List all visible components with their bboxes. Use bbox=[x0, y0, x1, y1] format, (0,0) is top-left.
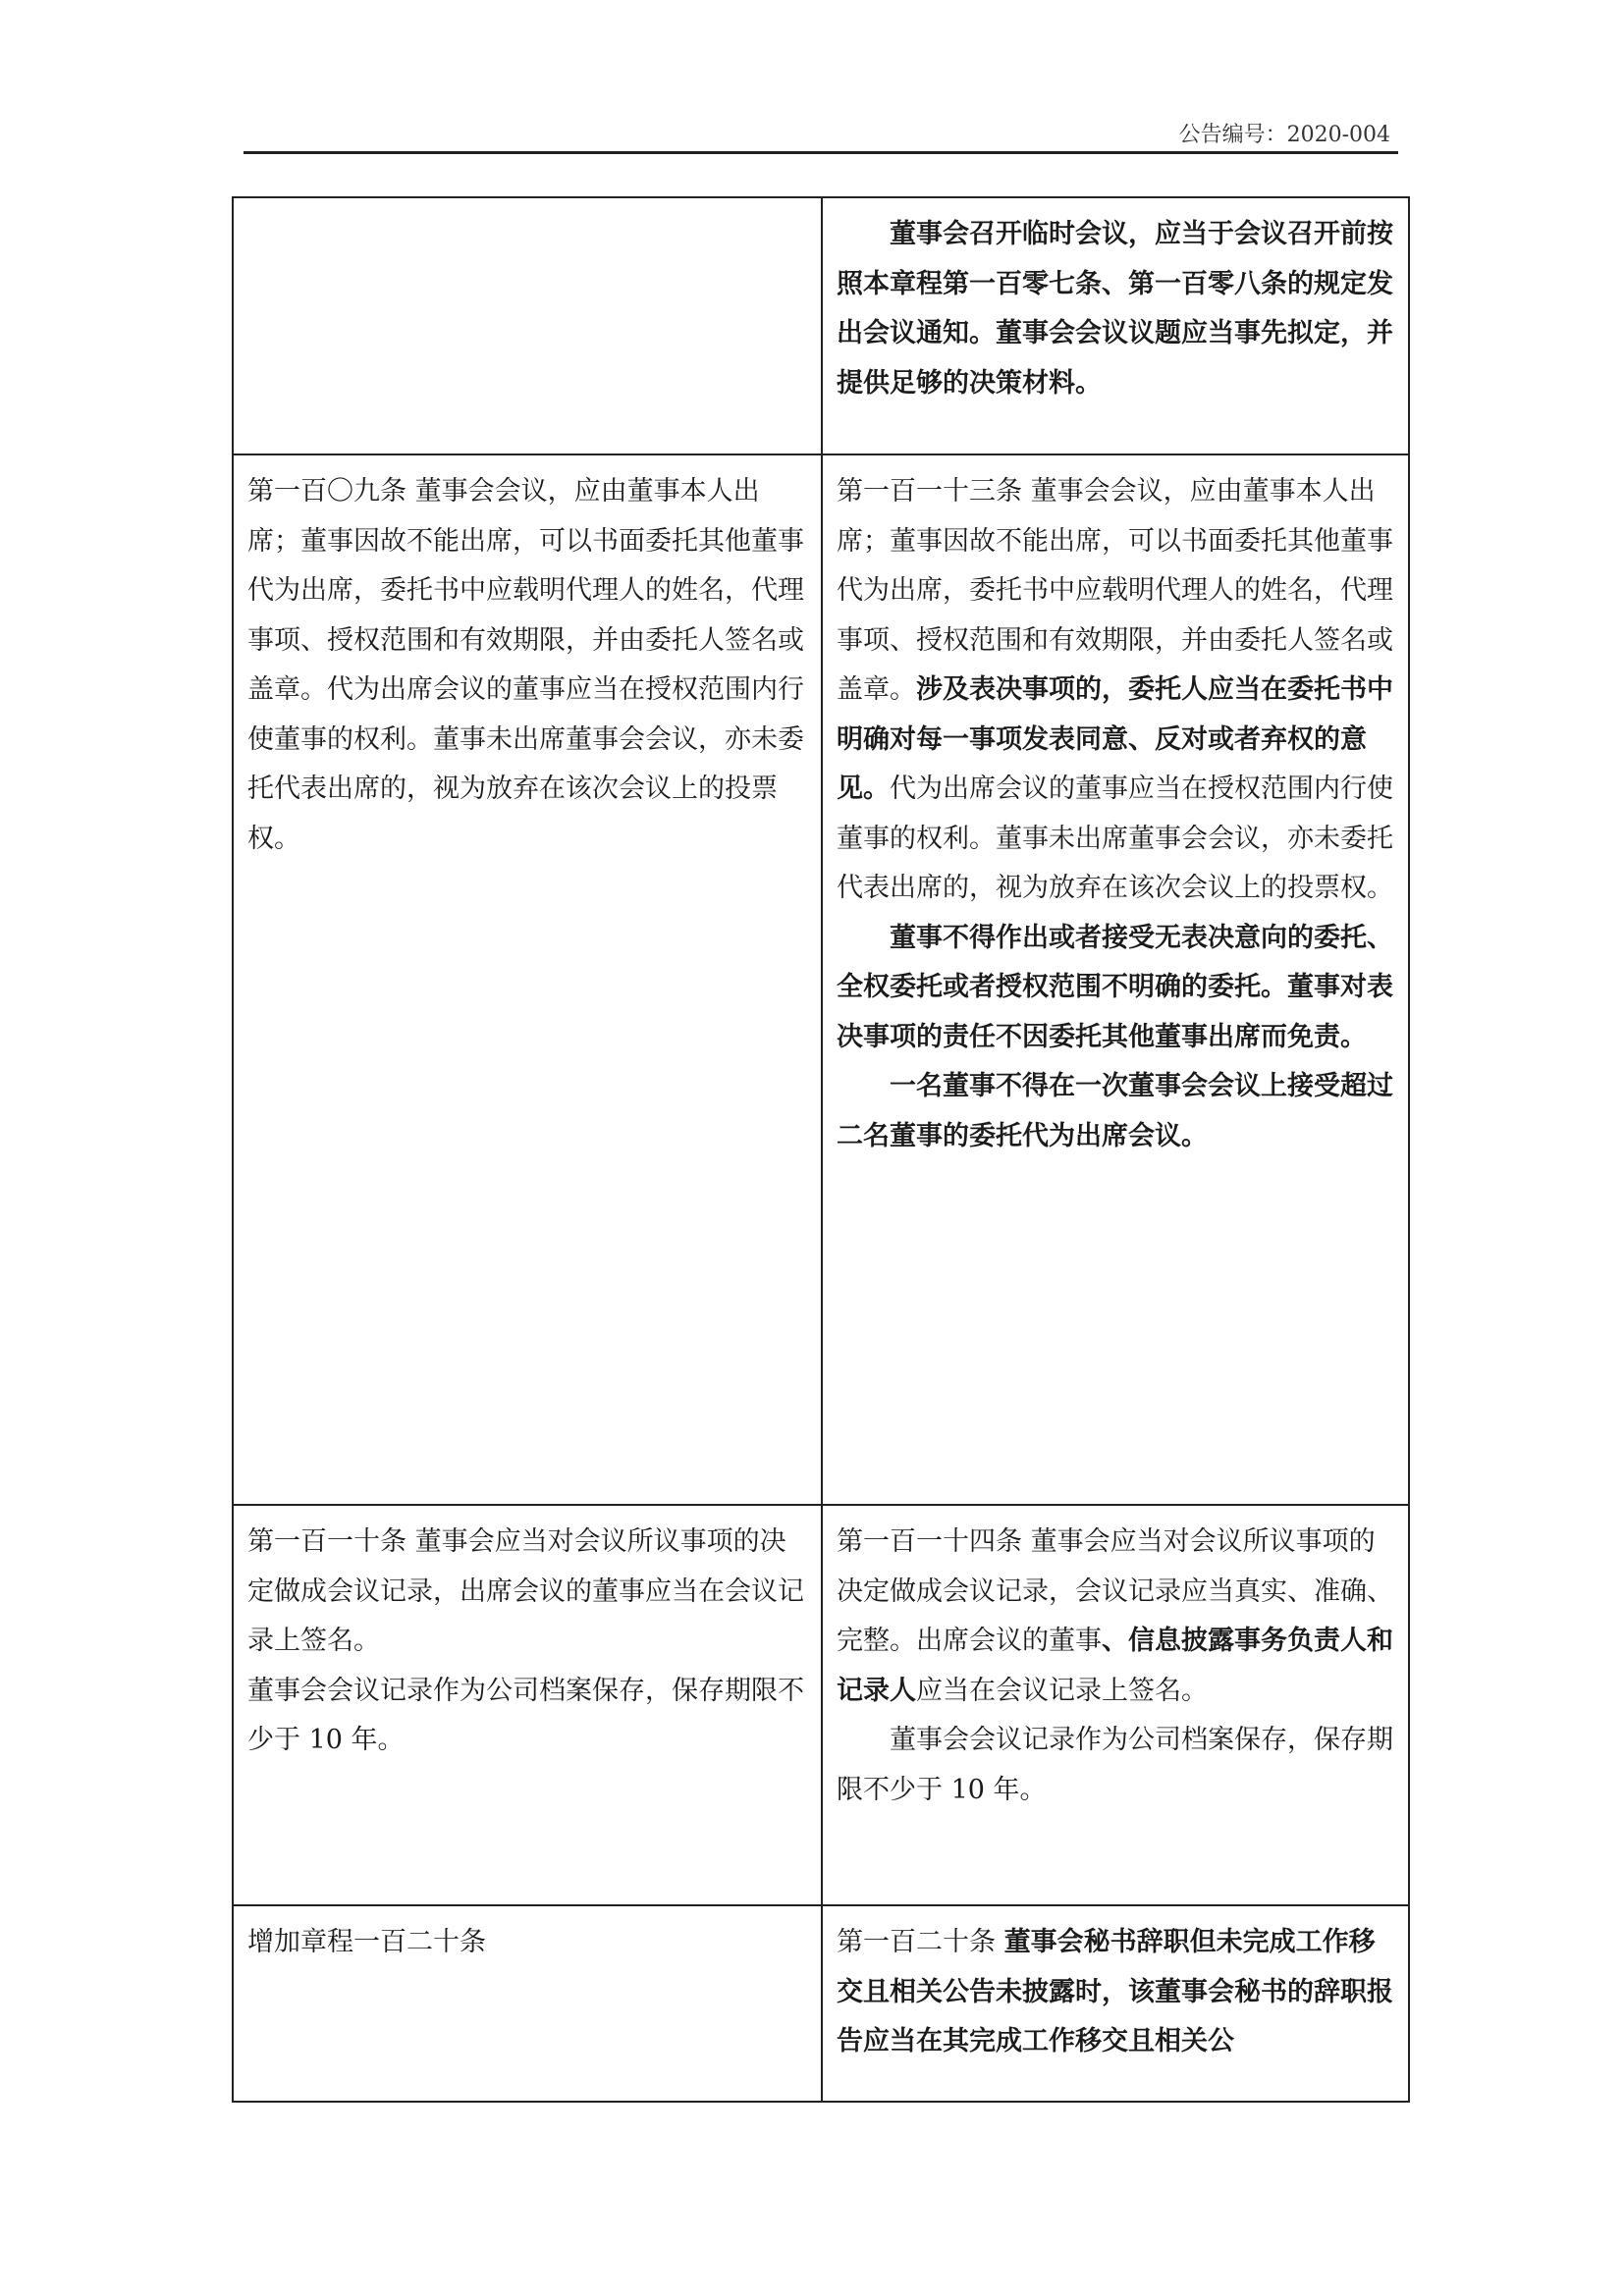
text-run: 董事会会议记录作为公司档案保存，保存期限不少于 10 年。 bbox=[247, 1675, 804, 1755]
table-cell-revised bbox=[822, 1905, 1409, 2102]
table-row bbox=[233, 1505, 1409, 1905]
page-header bbox=[244, 116, 1398, 154]
bold-text-run: 、信息披露事务负责人和记录人 bbox=[837, 1626, 1393, 1706]
text-run: 第一百二十条 bbox=[837, 1927, 1004, 1957]
table-cell-original bbox=[233, 454, 822, 1505]
text-run: 董事会会议记录作为公司档案保存，保存期限不少于 10 年。 bbox=[837, 1725, 1393, 1805]
table-row bbox=[233, 454, 1409, 1505]
bold-text-run: 董事会秘书辞职但未完成工作移交且相关公告未披露时，该董事会秘书的辞职报告应当在其完成工作移交且相关公 bbox=[837, 1927, 1393, 2056]
bold-text-run: 涉及表决事项的，委托人应当在委托书中明确对每一事项发表同意、反对或者弃权的意见。 bbox=[837, 674, 1393, 804]
cell-paragraph bbox=[247, 1667, 807, 1766]
table-row bbox=[233, 197, 1409, 454]
table-cell-original bbox=[233, 197, 822, 454]
text-run: 第一百〇九条 董事会会议，应由董事本人出席；董事因故不能出席，可以书面委托其他董事代为出席，委托书中应载明代理人的姓名，代理事项、授权范围和有效期限，并由委托人签名或盖章。代为出席会议的董事应当在授权范围内行使董事的权利。董事未出席董事会会议，亦未委托代表出席的，视为放弃在该次会议上的投票权。 bbox=[247, 476, 804, 854]
comparison-table bbox=[232, 196, 1410, 2103]
cell-paragraph bbox=[837, 1062, 1394, 1161]
text-run: 应当在会议记录上签名。 bbox=[916, 1675, 1208, 1706]
cell-paragraph bbox=[837, 1918, 1394, 2067]
text-run: 第一百一十条 董事会应当对会议所议事项的决定做成会议记录，出席会议的董事应当在会议记录上签名。 bbox=[247, 1526, 804, 1656]
table-cell-original bbox=[233, 1505, 822, 1905]
text-run: 代为出席会议的董事应当在授权范围内行使董事的权利。董事未出席董事会会议，亦未委托代表出席的，视为放弃在该次会议上的投票权。 bbox=[837, 774, 1393, 903]
bold-text-run: 董事会召开临时会议，应当于会议召开前按照本章程第一百零七条、第一百零八条的规定发出会议通知。董事会会议议题应当事先拟定，并提供足够的决策材料。 bbox=[837, 219, 1393, 399]
cell-paragraph bbox=[837, 210, 1394, 408]
announcement-number: 公告编号：2020-004 bbox=[1178, 123, 1390, 147]
bold-text-run: 董事不得作出或者接受无表决意向的委托、全权委托或者授权范围不明确的委托。董事对表决事项的责任不因委托其他董事出席而免责。 bbox=[837, 922, 1393, 1052]
cell-paragraph bbox=[837, 914, 1394, 1063]
cell-paragraph bbox=[247, 467, 807, 864]
cell-paragraph bbox=[837, 1518, 1394, 1716]
text-run: 增加章程一百二十条 bbox=[247, 1927, 486, 1957]
cell-paragraph bbox=[837, 1716, 1394, 1815]
table-cell-revised bbox=[822, 197, 1409, 454]
table-cell-original bbox=[233, 1905, 822, 2102]
bold-text-run: 一名董事不得在一次董事会会议上接受超过二名董事的委托代为出席会议。 bbox=[837, 1071, 1393, 1151]
text-run: 第一百一十四条 董事会应当对会议所议事项的决定做成会议记录，会议记录应当真实、准确、完整。出席会议的董事 bbox=[837, 1526, 1393, 1656]
table-cell-revised bbox=[822, 454, 1409, 1505]
cell-paragraph bbox=[837, 467, 1394, 914]
text-run: 第一百一十三条 董事会会议，应由董事本人出席；董事因故不能出席，可以书面委托其他董事代为出席，委托书中应载明代理人的姓名，代理事项、授权范围和有效期限，并由委托人签名或盖章。 bbox=[837, 476, 1393, 705]
cell-paragraph bbox=[247, 1918, 807, 1968]
cell-paragraph bbox=[247, 1518, 807, 1667]
table-row bbox=[233, 1905, 1409, 2102]
table-cell-revised bbox=[822, 1505, 1409, 1905]
